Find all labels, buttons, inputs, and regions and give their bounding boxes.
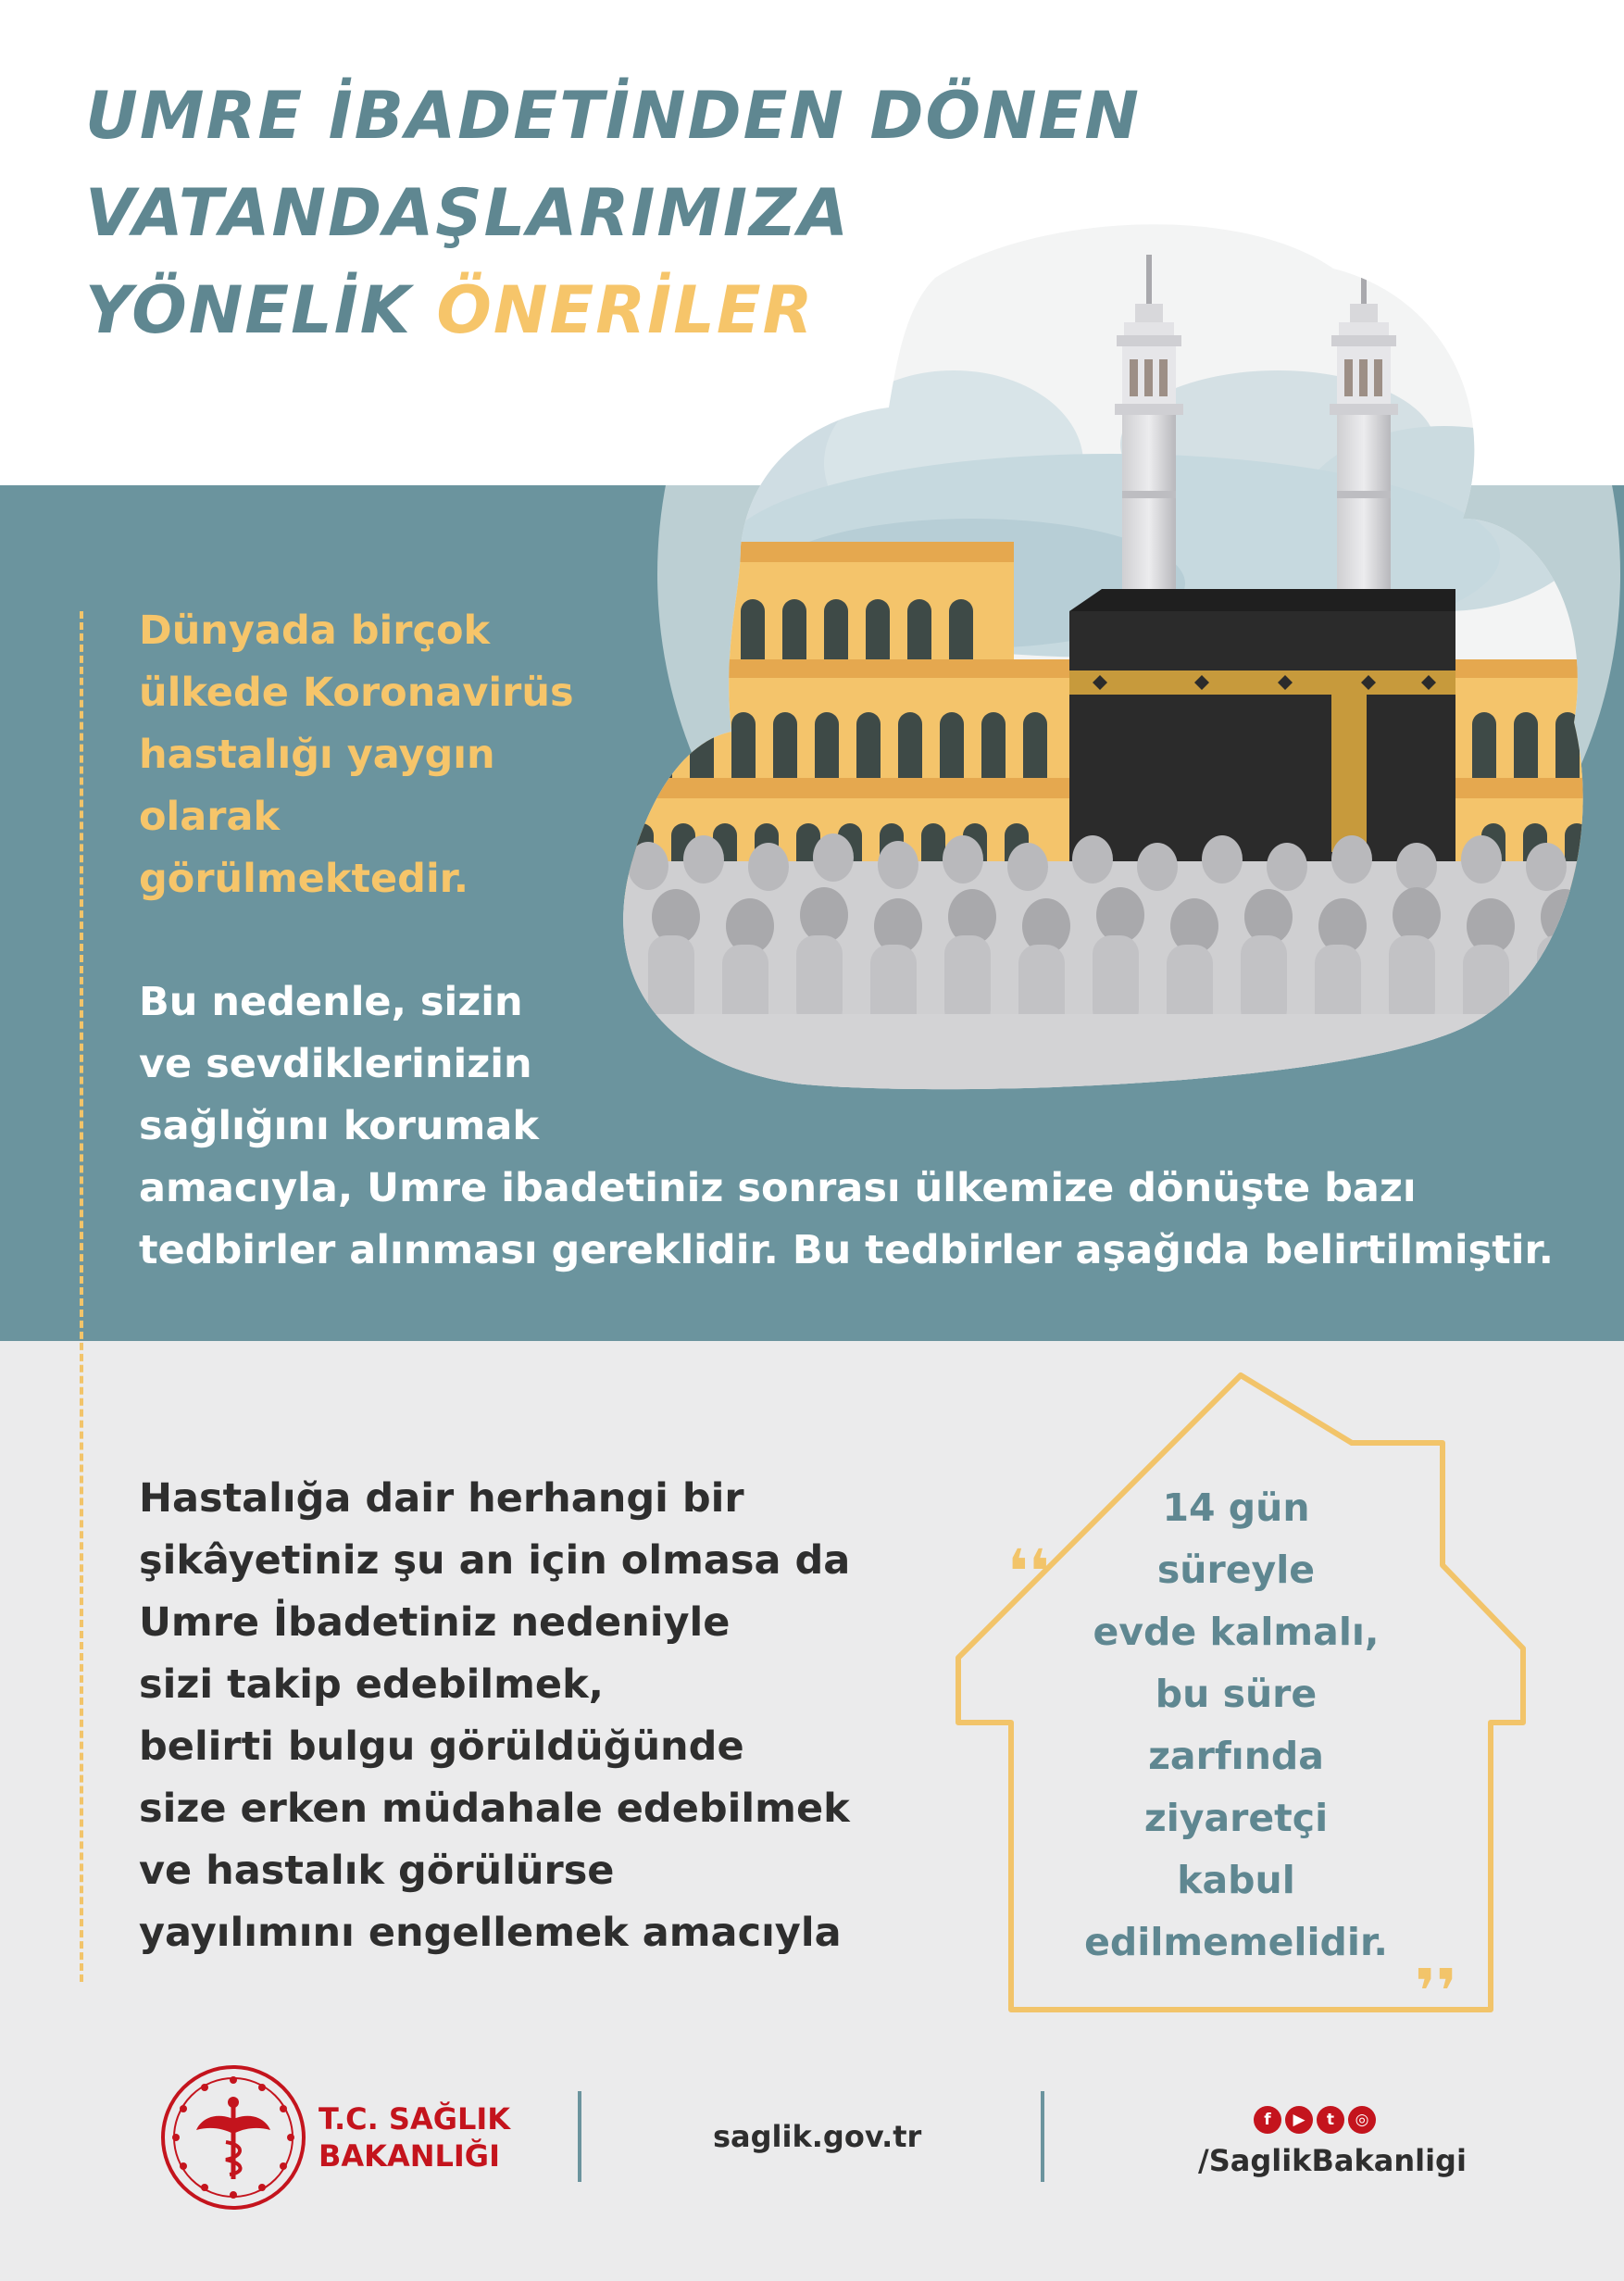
intro-line: olarak — [139, 794, 281, 840]
quarantine-line: ziyaretçi — [1143, 1796, 1329, 1840]
paragraph-line: belirti bulgu görüldüğünde — [139, 1723, 744, 1770]
ministry-logo — [159, 2063, 307, 2212]
paragraph-line: Bu nedenle, sizin — [139, 979, 523, 1025]
twitter-icon[interactable]: t — [1317, 2106, 1344, 2134]
footer-divider — [578, 2091, 581, 2182]
paragraph-line: amacıyla, Umre ibadetiniz sonrası ülkemize dönüşte bazı — [139, 1165, 1417, 1211]
instagram-icon[interactable]: ◎ — [1348, 2106, 1376, 2134]
intro-line: hastalığı yaygın — [139, 732, 495, 778]
paragraph-line: tedbirler alınması gereklidir. Bu tedbirler aşağıda belirtilmiştir. — [139, 1227, 1554, 1273]
intro-text — [139, 600, 574, 910]
reason-paragraph — [139, 971, 1554, 1282]
page-title-line-2: VATANDAŞLARIMIZA — [85, 175, 851, 251]
social-handle[interactable]: /SaglikBakanligi — [1198, 2143, 1467, 2178]
facebook-icon[interactable]: f — [1254, 2106, 1281, 2134]
paragraph-line: ve hastalık görülürse — [139, 1848, 615, 1894]
quarantine-line: evde kalmalı, — [1093, 1610, 1380, 1654]
website-link[interactable]: saglik.gov.tr — [713, 2119, 922, 2154]
paragraph-line: sağlığını korumak — [139, 1103, 539, 1149]
footer-divider — [1041, 2091, 1044, 2182]
paragraph-line: sizi takip edebilmek, — [139, 1661, 604, 1708]
paragraph-line: Hastalığa dair herhangi bir — [139, 1475, 744, 1522]
paragraph-line: size erken müdahale edebilmek — [139, 1786, 850, 1832]
quarantine-line: kabul — [1177, 1858, 1295, 1902]
quarantine-line: süreyle — [1156, 1548, 1316, 1592]
ministry-name-line: BAKANLIĞI — [319, 2138, 500, 2174]
quarantine-line: edilmemelidir. — [1084, 1920, 1388, 1964]
intro-line: ülkede Koronavirüs — [139, 670, 574, 716]
intro-line: görülmektedir. — [139, 856, 469, 902]
page-title-highlight: ÖNERİLER — [436, 272, 815, 348]
intro-line: Dünyada birçok — [139, 608, 491, 654]
youtube-icon[interactable]: ▶ — [1285, 2106, 1313, 2134]
quarantine-line: zarfında — [1148, 1734, 1324, 1778]
page-title-line-3 — [85, 272, 815, 348]
paragraph-line: şikâyetiniz şu an için olmasa da — [139, 1537, 851, 1584]
ministry-name-line: T.C. SAĞLIK — [319, 2101, 511, 2137]
paragraph-line: Umre İbadetiniz nedeniyle — [139, 1599, 731, 1646]
quarantine-line: bu süre — [1155, 1672, 1318, 1716]
close-quote-icon: ❜❜ — [1415, 1956, 1457, 2027]
open-quote-icon: ❛❛ — [1007, 1536, 1050, 1608]
quarantine-line: 14 gün — [1162, 1485, 1310, 1530]
page-title-line-1: UMRE İBADETİNDEN DÖNEN — [85, 78, 1141, 154]
paragraph-line: ve sevdiklerinizin — [139, 1041, 532, 1087]
purpose-paragraph — [139, 1468, 850, 1964]
ministry-name — [319, 2100, 510, 2174]
quarantine-message — [1018, 1477, 1454, 1974]
dashed-guide-line — [80, 611, 83, 1982]
page-title-prefix: YÖNELİK — [85, 272, 437, 348]
paragraph-line: yayılımını engellemek amacıyla — [139, 1910, 842, 1956]
